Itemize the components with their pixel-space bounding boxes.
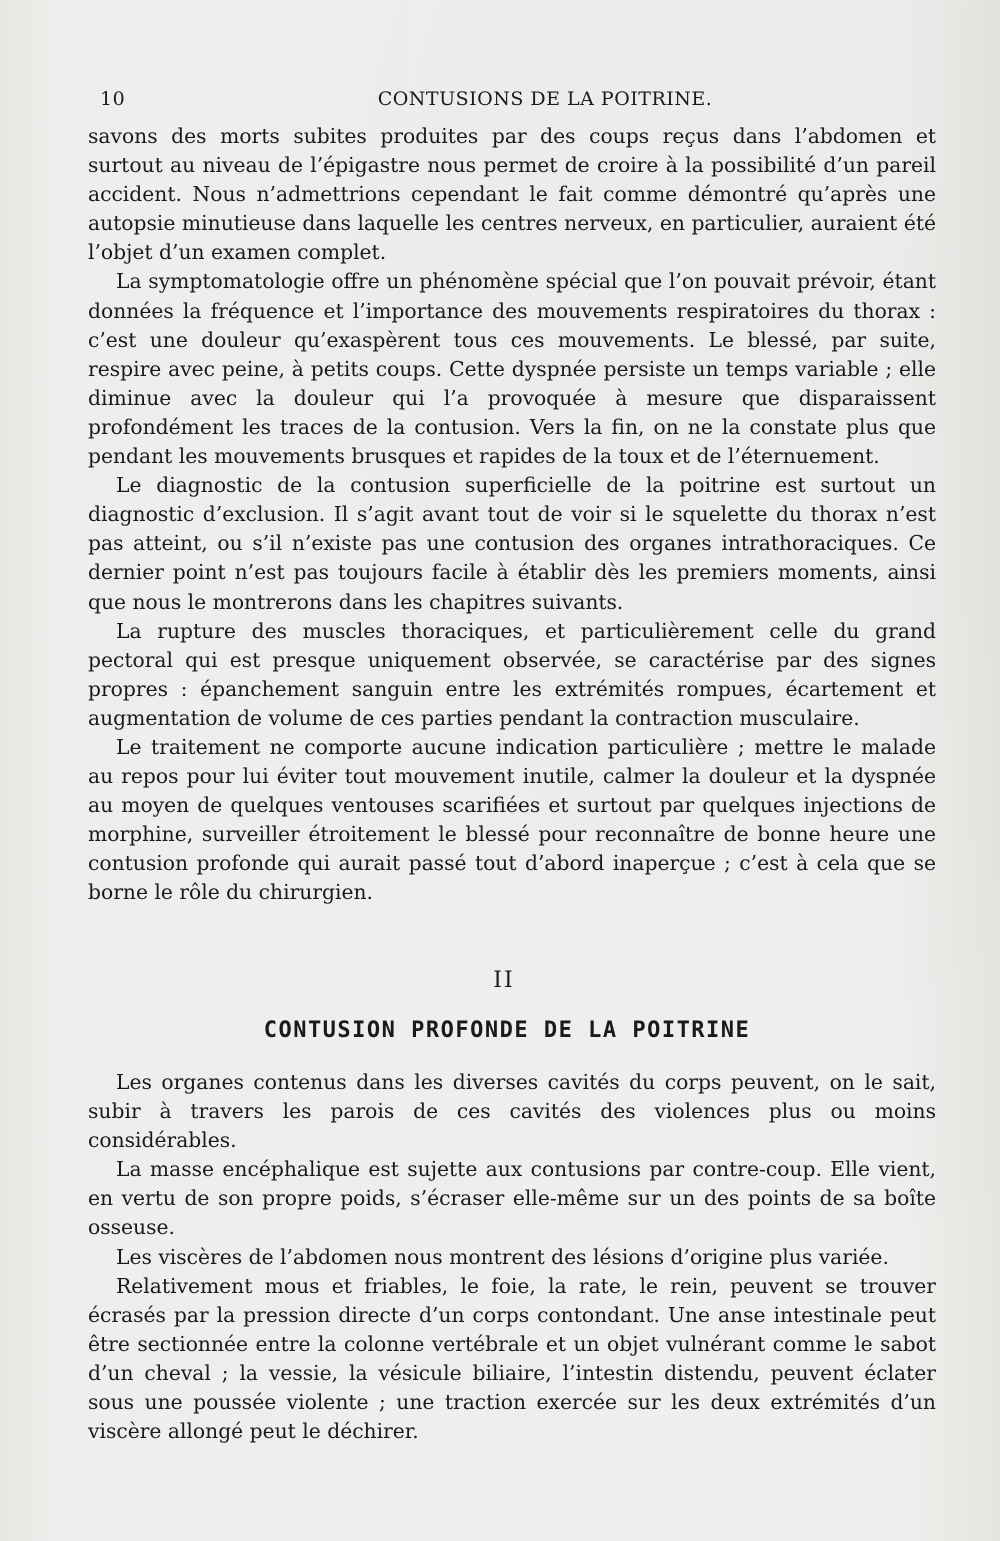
- paragraph: Le traitement ne comporte aucune indication particulière ; mettre le malade au repos pour lui éviter tout mouvement inutile, calmer la douleur et la dyspnée au moyen de quelques ventouses scarifiées et surtout par quelques injections de morphine, surveiller étroitement le blessé pour reconnaître de bonne heure une contusion profonde qui aurait passé tout d’abord inaperçue ; c’est à cela que se borne le rôle du chirurgien.: [88, 734, 936, 905]
- paragraph: savons des morts subites produites par des coups reçus dans l’abdomen et surtout au niveau de l’épigastre nous permet de croire à la possibilité d’un pareil accident. Nous n’admettrions cependant le fait comme démontré qu’après une autopsie minutieuse dans laquelle les centres nerveux, en particulier, auraient été l’objet d’un examen complet.: [88, 124, 936, 265]
- paragraph: Les organes contenus dans les diverses cavités du corps peuvent, on le sait, subir à travers les parois de ces cavités des violences plus ou moins considérables.: [88, 1070, 936, 1153]
- paragraph: La symptomatologie offre un phénomène spécial que l’on pouvait prévoir, étant données la fréquence et l’importance des mouvements respiratoires du thorax : c’est une douleur qu’exaspèrent tous ces mouvements. Le blessé, par suite, respire avec peine, à petits coups. Cette dyspnée persiste un temps variable ; elle diminue avec la douleur qui l’a provoquée à mesure que disparaissent profondément les traces de la contusion. Vers la fin, on ne la constate plus que pendant les mouvements brusques et rapides de la toux et de l’éternuement.: [88, 269, 936, 469]
- paragraph: Le diagnostic de la contusion superficielle de la poitrine est surtout un diagnostic d’exclusion. Il s’agit avant tout de voir si le squelette du thorax n’est pas atteint, ou s’il n’existe pas une contusion des organes intrathoraciques. Ce dernier point n’est pas toujours facile à établir dès les premiers moments, ainsi que nous le montrerons dans les chapitres suivants.: [88, 473, 936, 614]
- paragraph: La rupture des muscles thoraciques, et particulièrement celle du grand pectoral qui est presque uniquement observée, se caractérise par des signes propres : épanchement sanguin entre les extrémités rompues, écartement et augmentation de volume de ces parties pendant la contraction musculaire.: [88, 618, 936, 730]
- running-title: CONTUSIONS DE LA POITRINE.: [377, 88, 713, 110]
- running-head: [100, 88, 930, 116]
- paragraph: Les viscères de l’abdomen nous montrent des lésions d’origine plus variée.: [116, 1244, 889, 1269]
- page-number: 10: [100, 88, 126, 110]
- section-heading: CONTUSION PROFONDE DE LA POITRINE: [263, 1018, 751, 1043]
- section-number: II: [493, 968, 515, 993]
- paragraph: La masse encéphalique est sujette aux contusions par contre-coup. Elle vient, en vertu de son propre poids, s’écraser elle-même sur un des points de sa boîte osseuse.: [88, 1157, 936, 1240]
- paragraph: Relativement mous et friables, le foie, la rate, le rein, peuvent se trouver écrasés par la pression directe d’un corps contondant. Une anse intestinale peut être sectionnée entre la colonne vertébrale et un objet vulnérant comme le sabot d’un cheval ; la vessie, la vésicule biliaire, l’intestin distendu, peuvent éclater sous une poussée violente ; une traction exercée sur les deux extrémités d’un viscère allongé peut le déchirer.: [88, 1273, 936, 1444]
- section-two-text: [88, 1068, 936, 1446]
- section-one-text: [88, 122, 936, 908]
